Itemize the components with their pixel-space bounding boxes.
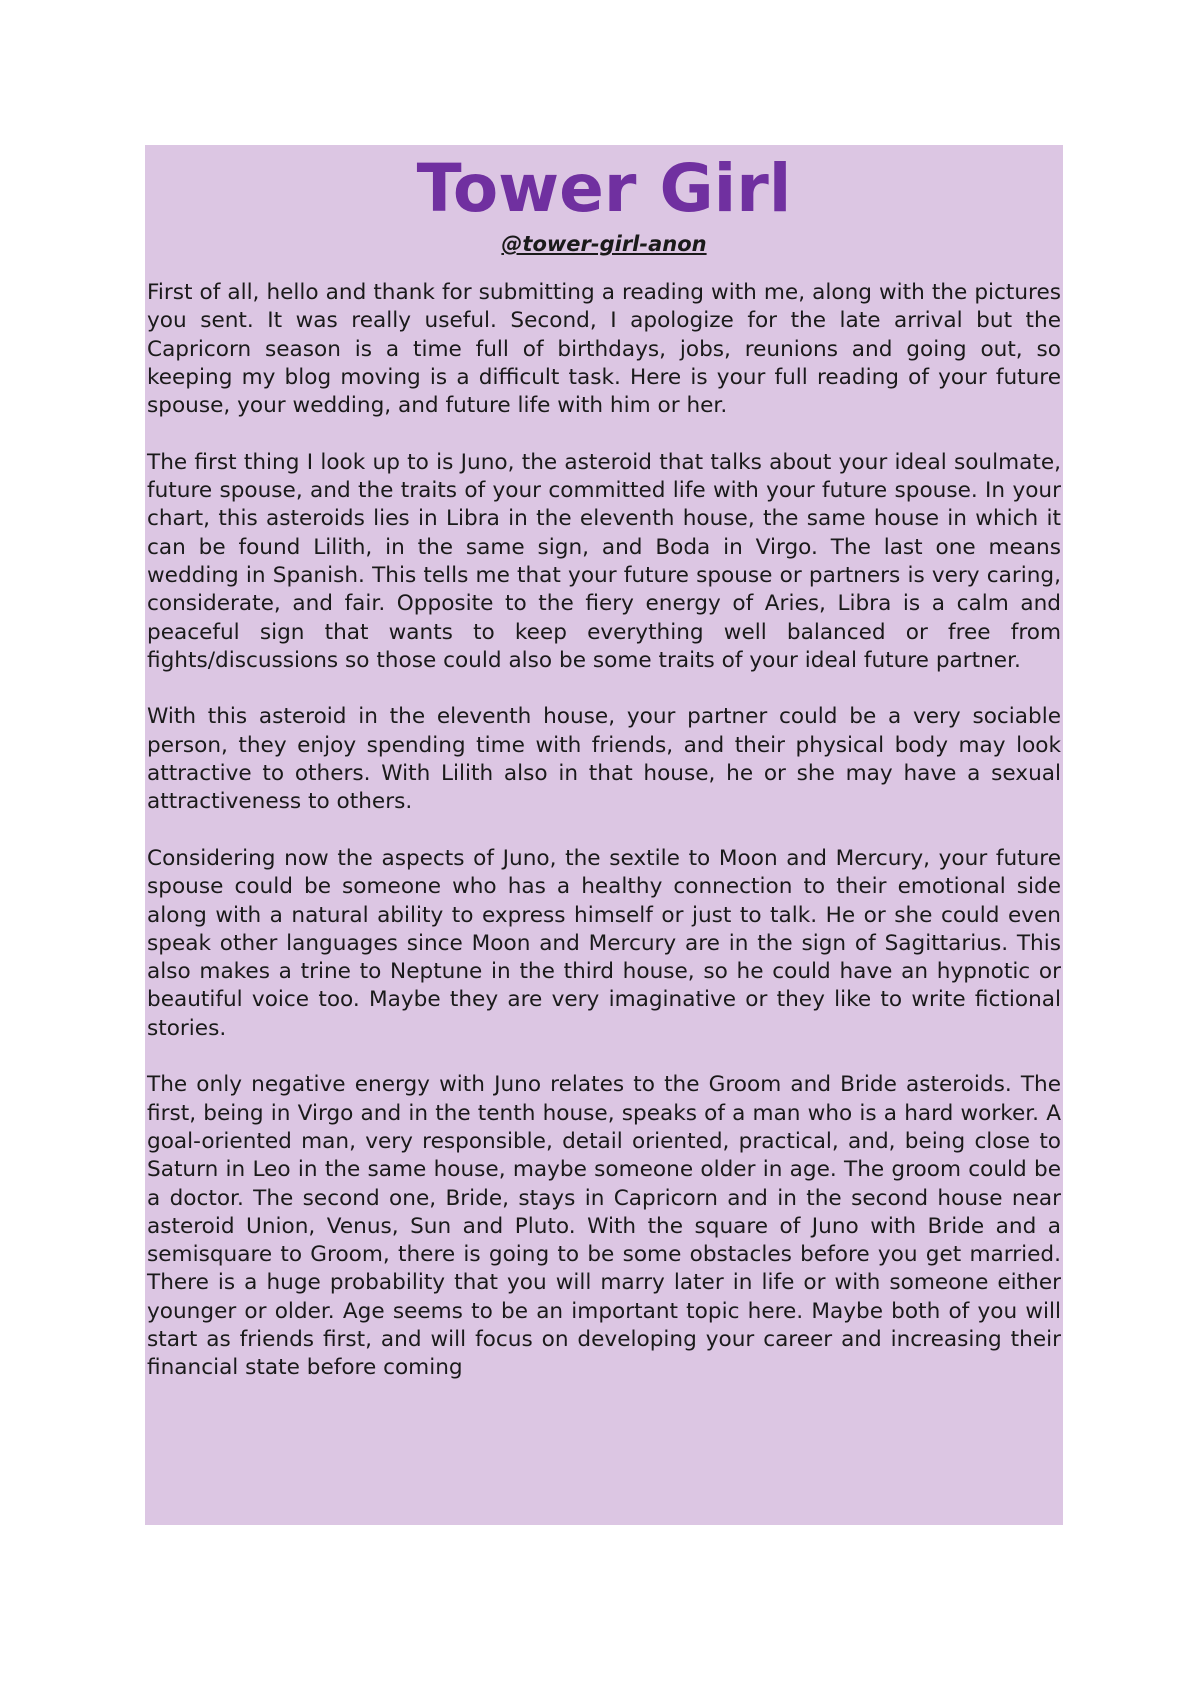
author-handle: @tower-girl-anon <box>501 232 707 256</box>
paragraph-juno: The first thing I look up to is Juno, the asteroid that talks about your ideal soulmate, future spouse, and the traits of your committed life with your future spouse. In your chart, this asteroids lies in Libra in the eleventh house, the same house in which it can be found Lilith, in the same sign, and Boda in Virgo. The last one means wedding in Spanish. This tells me that your future spouse or partners is very caring, considerate, and fair. Opposite to the fiery energy of Aries, Libra is a calm and peaceful sign that wants to keep everything well balanced or free from fights/discussions so those could also be some traits of your ideal future partner. <box>147 449 1061 673</box>
paragraph-eleventh-house: With this asteroid in the eleventh house, your partner could be a very sociable person, they enjoy spending time with friends, and their physical body may look attractive to others. With Lilith also in that house, he or she may have a sexual attractiveness to others. <box>147 704 1061 815</box>
reading-body <box>145 279 1063 1383</box>
paragraph-intro: First of all, hello and thank for submitting a reading with me, along with the pictures you sent. It was really useful. Second, I apologize for the late arrival but the Capricorn season is a time full of birthdays, jobs, reunions and going out, so keeping my blog moving is a difficult task. Here is your full reading of your future spouse, your wedding, and future life with him or her. <box>147 280 1061 419</box>
highlighted-content-block <box>145 145 1063 1525</box>
author-handle-line <box>145 229 1063 259</box>
paragraph-groom-bride: The only negative energy with Juno relates to the Groom and Bride asteroids. The first, being in Virgo and in the tenth house, speaks of a man who is a hard worker. A goal-oriented man, very responsible, detail oriented, practical, and, being close to Saturn in Leo in the same house, maybe someone older in age. The groom could be a doctor. The second one, Bride, stays in Capricorn and in the second house near asteroid Union, Venus, Sun and Pluto. With the square of Juno with Bride and a semisquare to Groom, there is going to be some obstacles before you get married. There is a huge probability that you will marry later in life or with someone either younger or older. Age seems to be an important topic here. Maybe both of you will start as friends first, and will focus on developing your career and increasing their financial state before coming <box>147 1072 1061 1381</box>
page-title: Tower Girl <box>416 150 792 227</box>
paragraph-juno-aspects: Considering now the aspects of Juno, the sextile to Moon and Mercury, your future spouse could be someone who has a healthy connection to their emotional side along with a natural ability to express himself or just to talk. He or she could even speak other languages since Moon and Mercury are in the sign of Sagittarius. This also makes a trine to Neptune in the third house, so he could have an hypnotic or beautiful voice too. Maybe they are very imaginative or they like to write fictional stories. <box>147 845 1061 1041</box>
